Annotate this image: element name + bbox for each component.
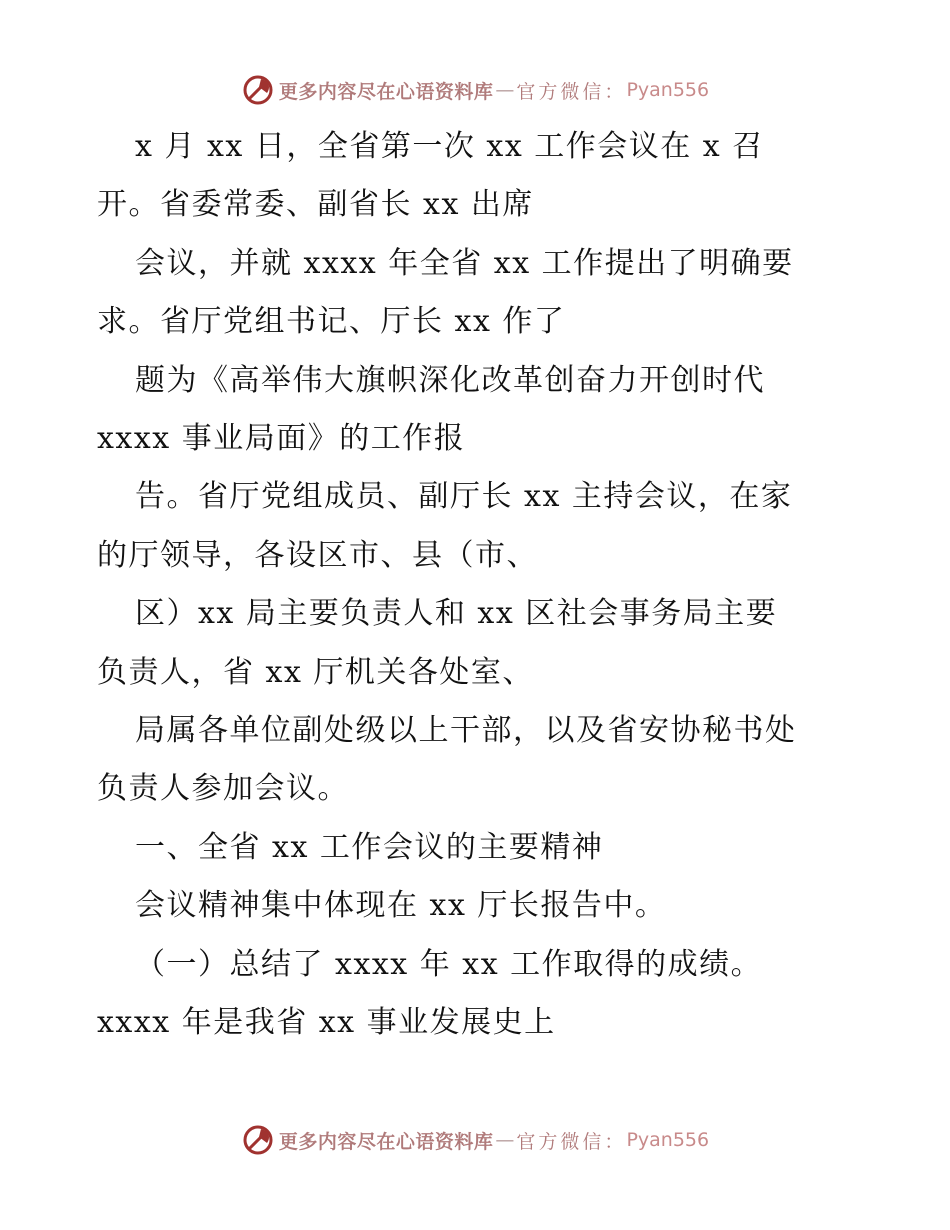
header-watermark-banner (0, 70, 950, 110)
paragraph-line: 负责人，省 xx 厅机关各处室、 (97, 654, 534, 690)
banner-wechat-handle: Pyan556 (626, 1129, 710, 1151)
paragraph-line: 一、全省 xx 工作会议的主要精神 (135, 829, 604, 865)
paragraph (97, 352, 857, 410)
paragraph-line: 会议，并就 xxxx 年全省 xx 工作提出了明确要 (135, 245, 794, 281)
paragraph (97, 235, 857, 293)
banner-separator: — (495, 1129, 515, 1151)
paragraph-continuation (97, 994, 857, 1052)
paragraph-line: 负责人参加会议。 (97, 771, 349, 807)
banner-label: 官方微信： (516, 80, 627, 103)
paragraph-line: 区）xx 局主要负责人和 xx 区社会事务局主要 (135, 596, 778, 632)
paragraph (97, 702, 857, 760)
paragraph-line: x 月 xx 日，全省第一次 xx 工作会议在 x 召 (135, 129, 764, 164)
paragraph-line: 开。省委常委、副省长 xx 出席 (97, 187, 534, 223)
paragraph-line: xxxx 事业局面》的工作报 (97, 421, 466, 457)
paragraph-line: 题为《高举伟大旗帜深化改革创奋力开创时代 (135, 362, 765, 398)
paragraph (97, 877, 857, 935)
paragraph-continuation (97, 410, 857, 468)
banner-brand: 更多内容尽在心语资料库 (278, 80, 494, 103)
paragraph (97, 936, 857, 994)
banner-wechat-handle: Pyan556 (626, 79, 710, 101)
paragraph-continuation (97, 527, 857, 585)
paragraph-line: 求。省厅党组书记、厅长 xx 作了 (97, 304, 566, 340)
banner-label: 官方微信： (516, 1130, 627, 1153)
paragraph-line: 告。省厅党组成员、副厅长 xx 主持会议，在家 (135, 479, 793, 515)
quill-logo-icon (241, 73, 275, 107)
paragraph-continuation (97, 644, 857, 702)
footer-watermark-banner (0, 1120, 950, 1160)
quill-logo-icon (241, 1123, 275, 1157)
paragraph (97, 585, 857, 643)
paragraph-continuation (97, 760, 857, 818)
paragraph (97, 468, 857, 526)
paragraph (97, 118, 857, 176)
document-body (97, 118, 857, 1053)
section-heading (97, 819, 857, 877)
banner-separator: — (495, 79, 515, 101)
paragraph-line: 会议精神集中体现在 xx 厅长报告中。 (135, 888, 667, 924)
paragraph-line: （一）总结了 xxxx 年 xx 工作取得的成绩。 (135, 946, 763, 982)
banner-brand: 更多内容尽在心语资料库 (278, 1130, 494, 1153)
paragraph-continuation (97, 176, 857, 234)
paragraph-line: xxxx 年是我省 xx 事业发展史上 (97, 1005, 556, 1041)
paragraph-line: 局属各单位副处级以上干部，以及省安协秘书处 (135, 713, 797, 749)
paragraph-line: 的厅领导，各设区市、县（市、 (97, 537, 538, 573)
paragraph-continuation (97, 293, 857, 351)
